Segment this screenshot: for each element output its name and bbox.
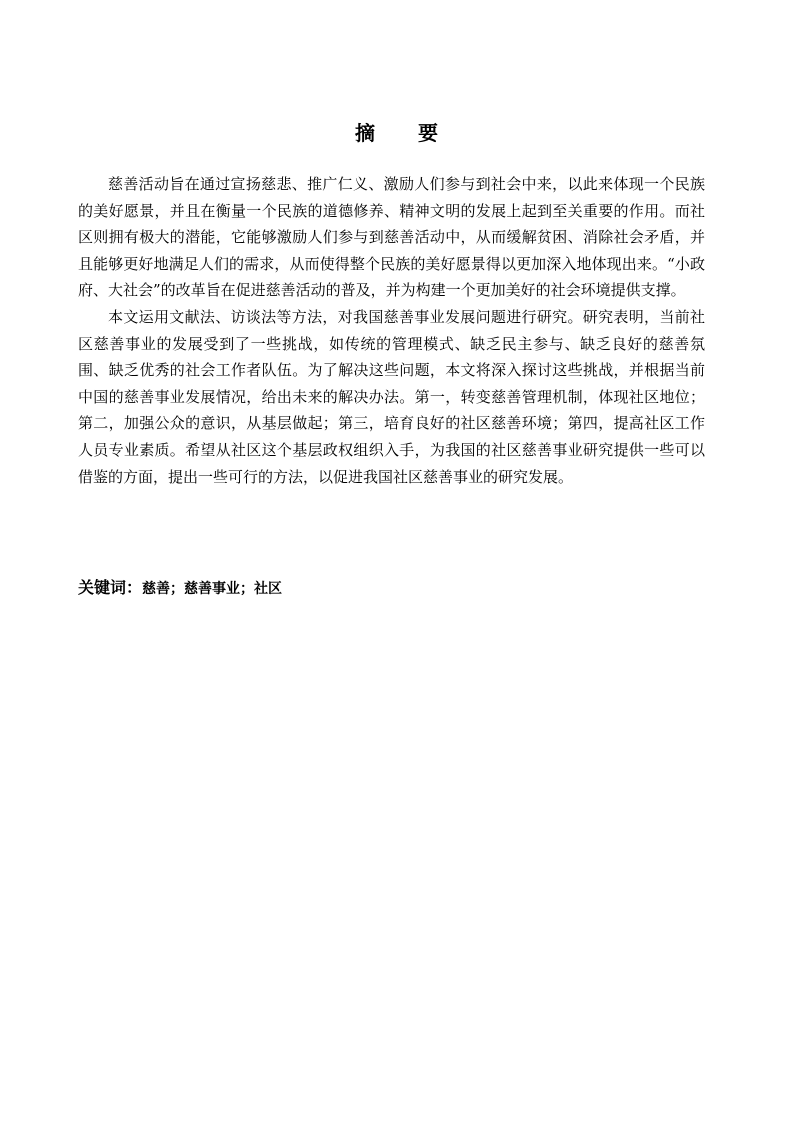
keywords-values: 慈善；慈善事业；社区 [142, 581, 283, 597]
abstract-body [78, 171, 705, 490]
keywords-label: 关键词： [78, 578, 143, 597]
abstract-title: 摘 要 [355, 121, 456, 145]
abstract-paragraph-2: 本文运用文献法、访谈法等方法，对我国慈善事业发展问题进行研究。研究表明，当前社区慈善事业的发展受到了一些挑战，如传统的管理模式、缺乏民主参与、缺乏良好的慈善氛围、缺乏优秀的社会工作者队伍。为了解决这些问题，本文将深入探讨这些挑战，并根据当前中国的慈善事业发展情况，给出未来的解决办法。第一，转变慈善管理机制，体现社区地位；第二，加强公众的意识，从基层做起；第三，培育良好的社区慈善环境；第四，提高社区工作人员专业素质。希望从社区这个基层政权组织入手，为我国的社区慈善事业研究提供一些可以借鉴的方面，提出一些可行的方法，以促进我国社区慈善事业的研究发展。 [78, 307, 705, 486]
keywords-line [78, 574, 705, 603]
abstract-paragraph-1: 慈善活动旨在通过宣扬慈悲、推广仁义、激励人们参与到社会中来，以此来体现一个民族的美好愿景，并且在衡量一个民族的道德修养、精神文明的发展上起到至关重要的作用。而社区则拥有极大的潜能，它能够激励人们参与到慈善活动中，从而缓解贫困、消除社会矛盾，并且能够更好地满足人们的需求，从而使得整个民族的美好愿景得以更加深入地体现出来。“小政府、大社会”的改革旨在促进慈善活动的普及，并为构建一个更加美好的社会环境提供支撑。 [78, 175, 705, 300]
